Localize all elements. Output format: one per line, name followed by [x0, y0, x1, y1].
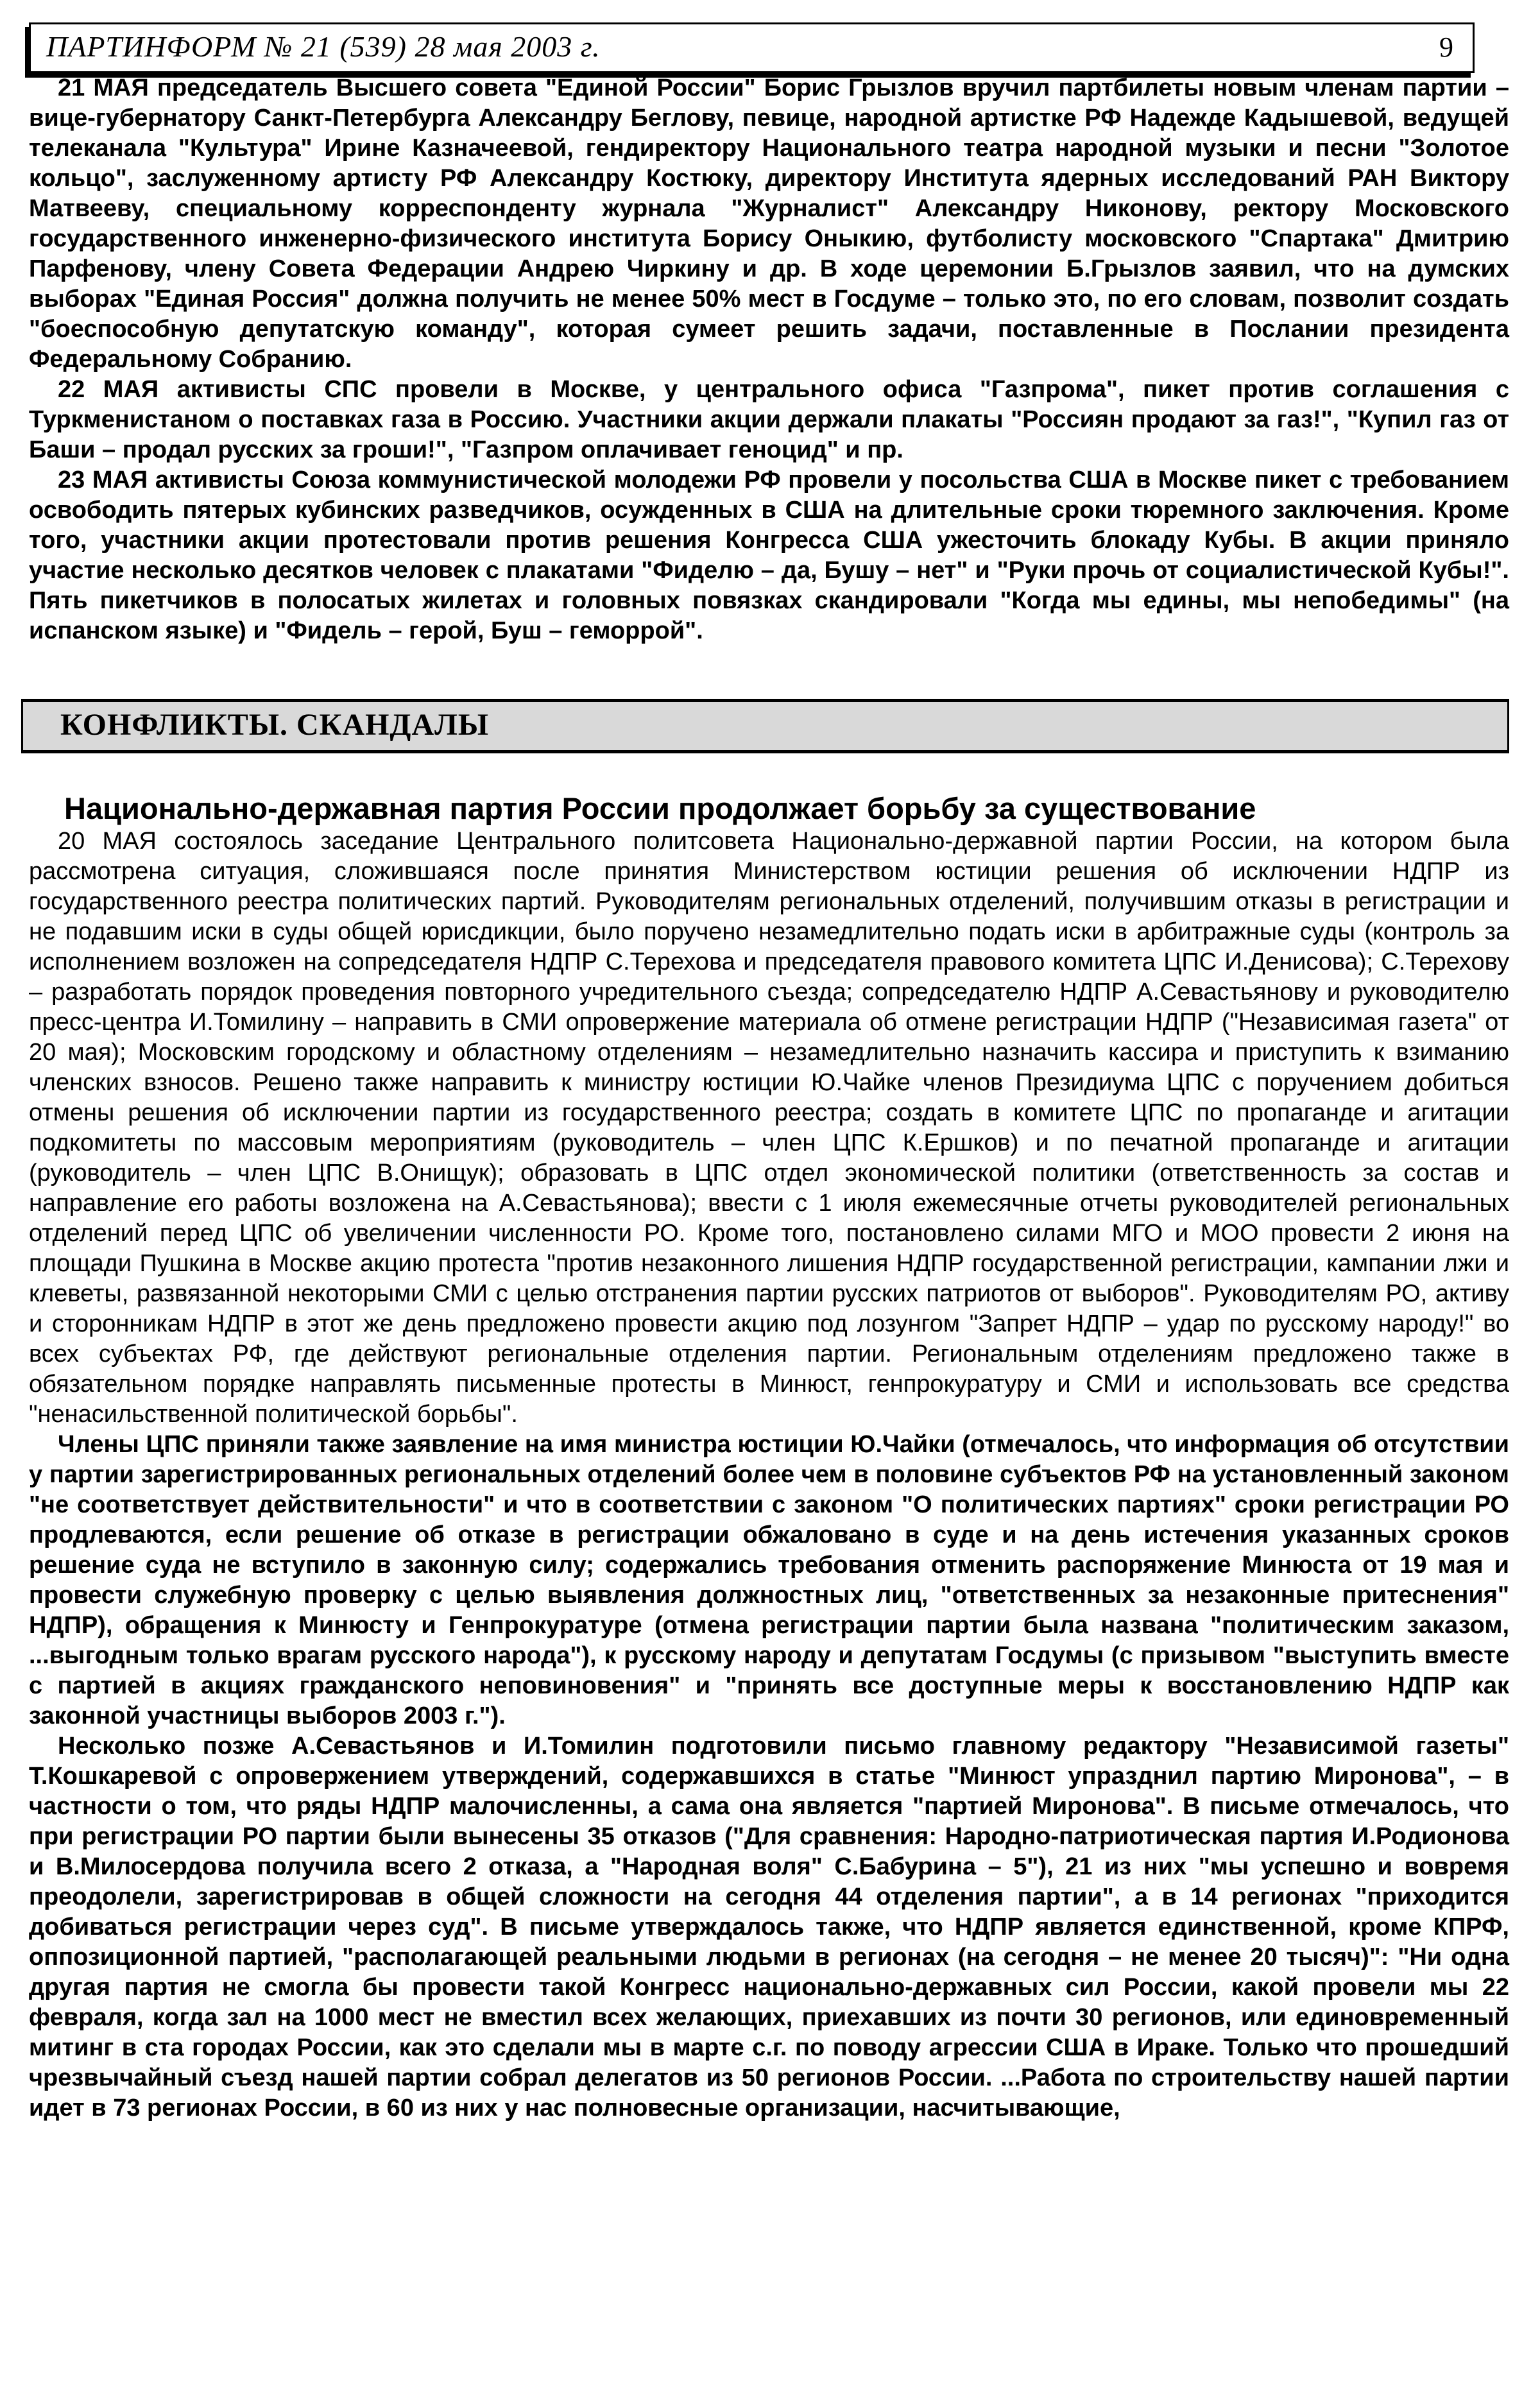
news-item-2: 22 МАЯ активисты СПС провели в Москве, у центрального офиса "Газпрома", пикет против соглашения с Туркменистаном о поставках газа в Россию. Участники акции держали плакаты "Россиян продают за газ!", "Купил газ от Баши – продал русских за гроши!", "Газпром оплачивает геноцид" и пр. [29, 376, 1509, 463]
newsletter-title: ПАРТИНФОРМ № 21 (539) 28 мая 2003 г. [46, 30, 601, 63]
article-paragraph-3: Несколько позже А.Севастьянов и И.Томилин подготовили письмо главному редактору "Независимой газеты" Т.Кошкаревой с опровержением утверждений, содержавшихся в статье "Минюст упразднил партию Миронова", – в частности о том, что ряды НДПР малочисленны, а сама она является "партией Миронова". В письме отмечалось, что при регистрации РО партии были вынесены 35 отказов ("Для сравнения: Народно-патриотическая партия И.Родионова и В.Милосердова получила всего 2 отказа, а "Народная воля" С.Бабурина – 5"), 21 из них "мы успешно и вовремя преодолели, зарегистрировав в общей сложности на сегодня 44 отделения партии", а в 14 регионах "приходится добиваться регистрации через суд". В письме утверждалось также, что НДПР является единственной, кроме КПРФ, оппозиционной партией, "располагающей реальными людьми в регионах (на сегодня – не менее 20 тысяч)": "Ни одна другая партия не смогла бы провести такой Конгресс национально-державных сил России, какой провели мы 22 февраля, когда зал на 1000 мест не вместил всех желающих, приехавших из почти 30 регионов, или единовременный митинг в ста городах России, как это сделали мы в марте с.г. по поводу агрессии США в Ираке. Только что прошедший чрезвычайный съезд нашей партии собрал делегатов из 50 регионов России. ...Работа по строительству нашей партии идет в 73 регионах России, в 60 из них у нас полновесные организации, насчитывающие, [29, 1733, 1509, 2121]
page-header [29, 22, 1475, 73]
news-item-3: 23 МАЯ активисты Союза коммунистической молодежи РФ провели у посольства США в Москве пикет с требованием освободить пятерых кубинских разведчиков, осужденных в США на длительные сроки тюремного заключения. Кроме того, участники акции протестовали против решения Конгресса США ужесточить блокаду Кубы. В акции приняло участие несколько десятков человек с плакатами "Фиделю – да, Бушу – нет" и "Руки прочь от социалистической Кубы!". Пять пикетчиков в полосатых жилетах и головных повязках скандировали "Когда мы едины, мы непобедимы" (на испанском языке) и "Фидель – герой, Буш – геморрой". [29, 467, 1509, 644]
article-paragraph-2: Члены ЦПС приняли также заявление на имя министра юстиции Ю.Чайки (отмечалось, что информация об отсутствии у партии зарегистрированных региональных отделений более чем в половине субъектов РФ на установленный законом "не соответствует действительности" и что в соответствии с законом "О политических партиях" сроки регистрации РО продлеваются, если решение об отказе в регистрации обжаловано в суде и на день истечения указанных сроков решение суда не вступило в законную силу; содержались требования отменить распоряжение Минюста от 19 мая и провести служебную проверку с целью выявления должностных лиц, "ответственных за незаконные притеснения" НДПР), обращения к Минюсту и Генпрокуратуре (отмена регистрации партии была названа "политическим заказом, ...выгодным только врагам русского народа"), к русскому народу и депутатам Госдумы (с призывом "выступить вместе с партией в акциях гражданского неповиновения" и "принять все доступные меры к восстановлению НДПР как законной участницы выборов 2003 г."). [29, 1431, 1509, 1729]
article-paragraph-1: 20 МАЯ состоялось заседание Центрального политсовета Национально-державной партии России, на котором была рассмотрена ситуация, сложившаяся после принятия Министерством юстиции решения об исключении НДПР из государственного реестра политических партий. Руководителям региональных отделений, получившим отказы в регистрации и не подавшим иски в суды общей юрисдикции, было поручено незамедлительно подать иски в арбитражные суды (контроль за исполнением возложен на сопредседателя НДПР С.Терехова и председателя правового комитета ЦПС И.Денисова); С.Терехову – разработать порядок проведения повторного учредительного съезда; сопредседателю НДПР А.Севастьянову и руководителю пресс-центра И.Томилину – направить в СМИ опровержение материала об отмене регистрации НДПР ("Независимая газета" от 20 мая); Московским городскому и областному отделениям – незамедлительно назначить кассира и приступить к взиманию членских взносов. Решено также направить к министру юстиции Ю.Чайке членов Президиума ЦПС с поручением добиться отмены решения об исключении партии из государственного реестра; создать в комитете ЦПС по пропаганде и агитации подкомитеты по массовым мероприятиям (руководитель – член ЦПС К.Ершков) и по печатной пропаганде и агитации (руководитель – член ЦПС В.Онищук); образовать в ЦПС отдел экономической политики (ответственность за состав и направление его работы возложена на А.Севастьянова); ввести с 1 июля ежемесячные отчеты руководителей региональных отделений перед ЦПС об увеличении численности РО. Кроме того, постановлено силами МГО и МОО провести 2 июня на площади Пушкина в Москве акцию протеста "против незаконного лишения НДПР государственной регистрации, кампании лжи и клеветы, развязанной некоторыми СМИ с целью отстранения партии русских патриотов от выборов". Руководителям РО, активу и сторонникам НДПР в этот же день предложено провести акцию под лозунгом "Запрет НДПР – удар по русскому народу!" во всех субъектах РФ, где действуют региональные отделения партии. Региональным отделениям предложено также в обязательном порядке направлять письменные протесты в Минюст, генпрокуратуру и СМИ и использовать все средства "ненасильственной политической борьбы". [29, 828, 1509, 1428]
page-number: 9 [1439, 31, 1453, 63]
news-item-1: 21 МАЯ председатель Высшего совета "Единой России" Борис Грызлов вручил партбилеты новым членам партии – вице-губернатору Санкт-Петербурга Александру Беглову, певице, народной артистке РФ Надежде Кадышевой, ведущей телеканала "Культура" Ирине Казначеевой, гендиректору Национального театра народной музыки и песни "Золотое кольцо", заслуженному артисту РФ Александру Костюку, директору Института ядерных исследований РАН Виктору Матвееву, специальному корреспонденту журнала "Журналист" Александру Никонову, ректору Московского государственного инженерно-физического института Борису Оныкию, футболисту московского "Спартака" Дмитрию Парфенову, члену Совета Федерации Андрею Чиркину и др. В ходе церемонии Б.Грызлов заявил, что на думских выборах "Единая Россия" должна получить не менее 50% мест в Госдуме – только это, по его словам, позволит создать "боеспособную депутатскую команду", которая сумеет решить задачи, поставленные в Послании президента Федеральному Собранию. [29, 74, 1509, 373]
article-title: Национально-державная партия России продолжает борьбу за существование [64, 791, 1256, 825]
section-header [21, 699, 1509, 753]
section-title: КОНФЛИКТЫ. СКАНДАЛЫ [60, 708, 490, 742]
